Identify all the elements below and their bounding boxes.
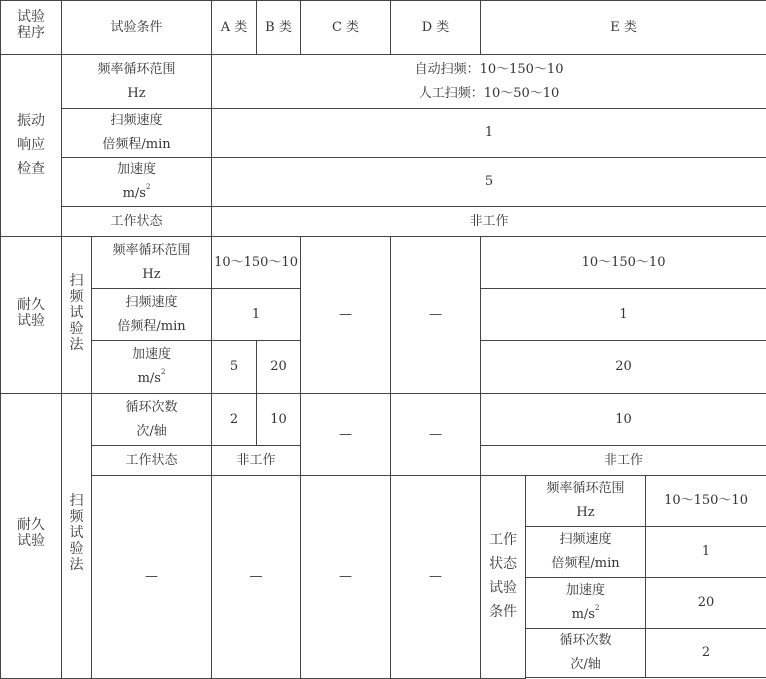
e-cond-cell: 加速度 $m/s^2$ [526,578,646,629]
a-value: 5 [212,341,257,394]
e-value: 10 [481,394,766,446]
e-cond-cell: 扫频速度 倍频程/min [526,527,646,578]
header-row [1,1,766,55]
e-value: 非工作 [481,446,766,476]
cond-cell: 频率循环范围 Hz [62,55,212,109]
b-value: 20 [257,341,301,394]
d-value: — [391,394,481,476]
e-value: 2 [646,629,766,678]
working-cond-value: — [92,476,212,679]
method-label: 扫频试验法 [62,237,92,394]
header-class-c: C 类 [301,1,391,55]
vibration-check-label: 振动响应检查 [1,55,62,237]
endurance-label: 耐久试验 [1,237,62,394]
d-value: — [391,237,481,394]
ab-value: 1 [212,289,301,341]
cond-cell: 加速度 $m/s^2$ [62,158,212,207]
cond-cell: 扫频速度 倍频程/min [92,289,212,341]
table-row [1,55,766,109]
header-condition: 试验条件 [62,1,212,55]
cond-cell: 工作状态 [92,446,212,476]
value-cell: 非工作 [212,207,766,237]
table-row [1,158,766,207]
header-class-e: E 类 [481,1,766,55]
header-procedure: 试验程序 [1,1,62,55]
e-value: 1 [646,527,766,578]
c-value: — [301,394,391,476]
table-row [1,394,766,446]
working-c-value: — [301,476,391,679]
e-value: 20 [481,341,766,394]
working-ab-value: — [212,476,301,679]
value-cell: 自动扫频：10～150～10 人工扫频：10～50～10 [212,55,766,109]
endurance-label: 耐久试验 [1,394,62,679]
header-class-b: B 类 [257,1,301,55]
c-value: — [301,237,391,394]
header-class-d: D 类 [391,1,481,55]
method-label: 扫频试验法 [62,394,92,679]
e-value: 10～150～10 [481,237,766,289]
b-value: 10 [257,394,301,446]
ab-value: 10～150～10 [212,237,301,289]
e-cond-cell: 频率循环范围 Hz [526,476,646,527]
cond-cell: 加速度 $m/s^2$ [92,341,212,394]
cond-cell: 循环次数 次/轴 [92,394,212,446]
e-cond-cell: 循环次数 次/轴 [526,629,646,678]
header-class-a: A 类 [212,1,257,55]
e-value: 10～150～10 [646,476,766,527]
cond-cell: 扫频速度 倍频程/min [62,109,212,158]
a-value: 2 [212,394,257,446]
cond-cell: 频率循环范围 Hz [92,237,212,289]
working-d-value: — [391,476,481,679]
table-row [1,476,766,527]
cond-cell: 工作状态 [62,207,212,237]
value-cell: 5 [212,158,766,207]
value-cell: 1 [212,109,766,158]
table-row [1,207,766,237]
table-row [1,237,766,289]
table-row [1,109,766,158]
e-value: 1 [481,289,766,341]
ab-value: 非工作 [212,446,301,476]
working-test-label: 工作状态试验条件 [481,476,526,679]
e-value: 20 [646,578,766,629]
